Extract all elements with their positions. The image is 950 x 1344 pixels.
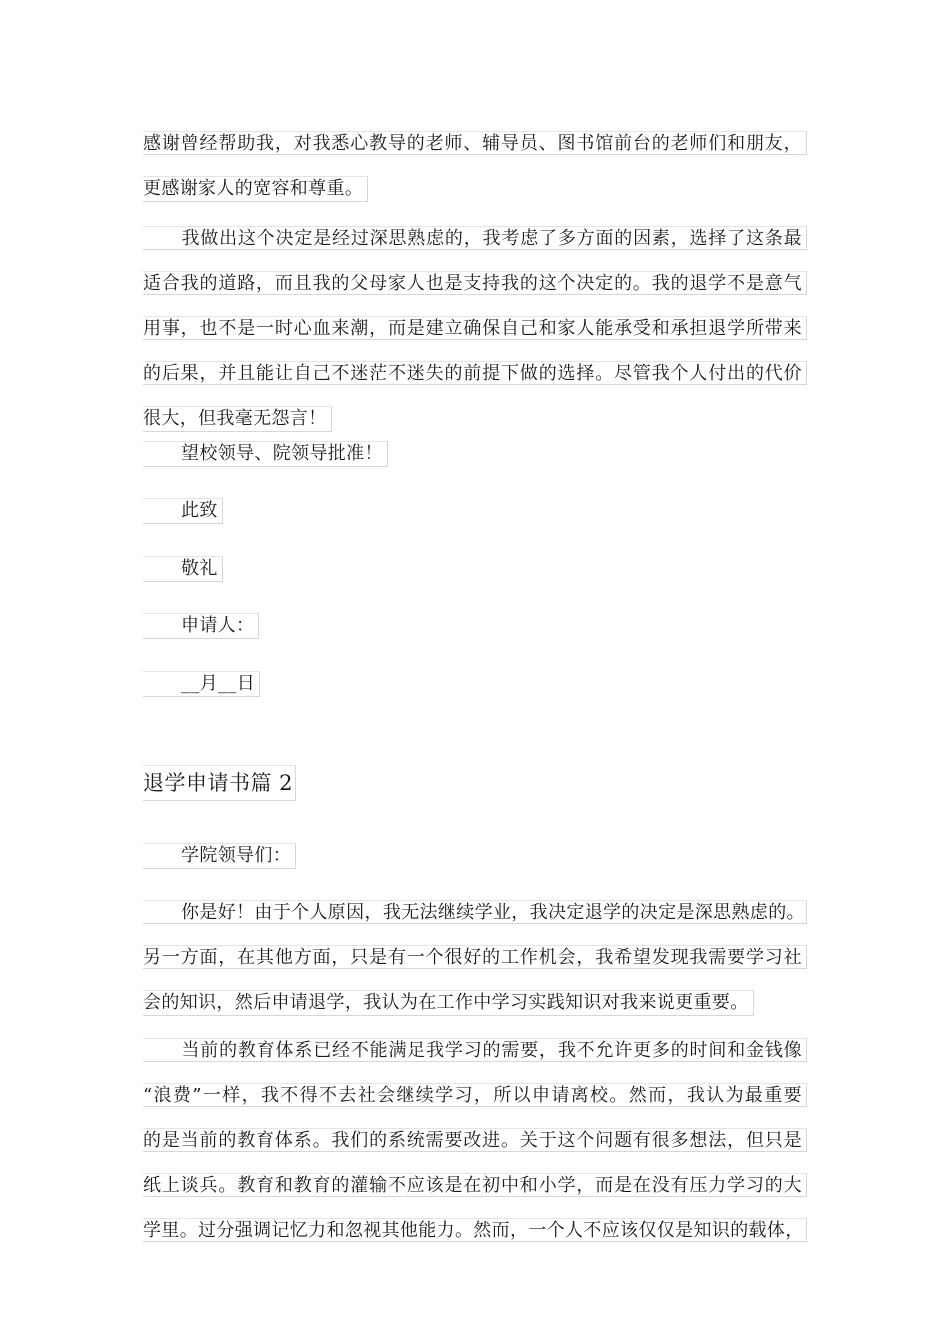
text-line <box>143 271 807 309</box>
line-text: 会的知识，然后申请退学，我认为在工作中学习实践知识对我来说更重要。 <box>143 990 754 1016</box>
line-text: 我做出这个决定是经过深思熟虑的，我考虑了多方面的因素，选择了这条最 <box>181 228 802 249</box>
date-line <box>143 664 807 702</box>
text-line <box>143 316 807 354</box>
text-line <box>143 900 807 938</box>
section-heading <box>143 765 296 801</box>
line-text: 更感谢家人的宽容和尊重。 <box>143 176 368 202</box>
text-line <box>143 549 807 587</box>
line-text: 很大，但我毫无怨言！ <box>143 406 332 432</box>
line-text: 用事，也不是一时心血来潮，而是建立确保自己和家人能承受和承担退学所带来 <box>143 316 807 340</box>
line-text: 申请人： <box>181 615 255 636</box>
paragraph-approval-request <box>143 434 807 472</box>
text-line <box>143 434 807 472</box>
text-line <box>143 131 807 169</box>
applicant-line <box>143 606 807 644</box>
line-text: 学院领导们： <box>181 845 292 866</box>
line-text: 你是好！由于个人原因，我无法继续学业，我决定退学的决定是深思熟虑的。 <box>181 902 805 923</box>
text-line <box>143 1128 807 1166</box>
text-line <box>143 945 807 983</box>
line-text: 此致 <box>181 500 218 521</box>
text-line <box>143 399 807 437</box>
text-line <box>143 491 807 529</box>
paragraph-education-system <box>143 1031 807 1256</box>
text-line <box>143 606 807 644</box>
text-line <box>143 1173 807 1211</box>
text-line <box>143 983 807 1021</box>
text-line <box>143 226 807 264</box>
line-text: 另一方面，在其他方面，只是有一个很好的工作机会，我希望发现我需要学习社 <box>143 945 807 969</box>
text-line <box>143 1218 807 1256</box>
text-line <box>143 836 807 874</box>
line-text: 望校领导、院领导批准！ <box>181 443 383 464</box>
line-text: 适合我的道路，而且我的父母家人也是支持我的这个决定的。我的退学不是意气 <box>143 271 807 295</box>
line-text: 纸上谈兵。教育和教育的灌输不应该是在初中和小学，而是在没有压力学习的大 <box>143 1173 807 1197</box>
text-line <box>143 1083 807 1121</box>
line-text: “浪费”一样，我不得不去社会继续学习，所以申请离校。然而，我认为最重要 <box>143 1083 807 1107</box>
greeting-line <box>143 836 807 874</box>
text-line <box>143 1038 807 1076</box>
paragraph-decision <box>143 219 807 437</box>
line-text: 的后果，并且能让自己不迷茫不迷失的前提下做的选择。尽管我个人付出的代价 <box>143 361 807 385</box>
line-text: 的是当前的教育体系。我们的系统需要改进。关于这个问题有很多想法，但只是 <box>143 1128 807 1152</box>
text-line <box>143 169 807 207</box>
paragraph-reason <box>143 893 807 1021</box>
closing-respect <box>143 549 807 587</box>
line-text: 敬礼 <box>181 558 218 579</box>
heading-text: 退学申请书篇 2 <box>143 765 296 801</box>
line-text: 当前的教育体系已经不能满足我学习的需要，我不允许更多的时间和金钱像 <box>181 1040 802 1061</box>
text-line <box>143 664 807 702</box>
line-text: __月__日 <box>181 673 256 694</box>
paragraph-thanks <box>143 124 807 207</box>
line-text: 学里。过分强调记忆力和忽视其他能力。然而，一个人不应该仅仅是知识的载体， <box>143 1218 807 1242</box>
text-line <box>143 361 807 399</box>
line-text: 感谢曾经帮助我，对我悉心教导的老师、辅导员、图书馆前台的老师们和朋友， <box>143 131 807 155</box>
closing-salutation <box>143 491 807 529</box>
